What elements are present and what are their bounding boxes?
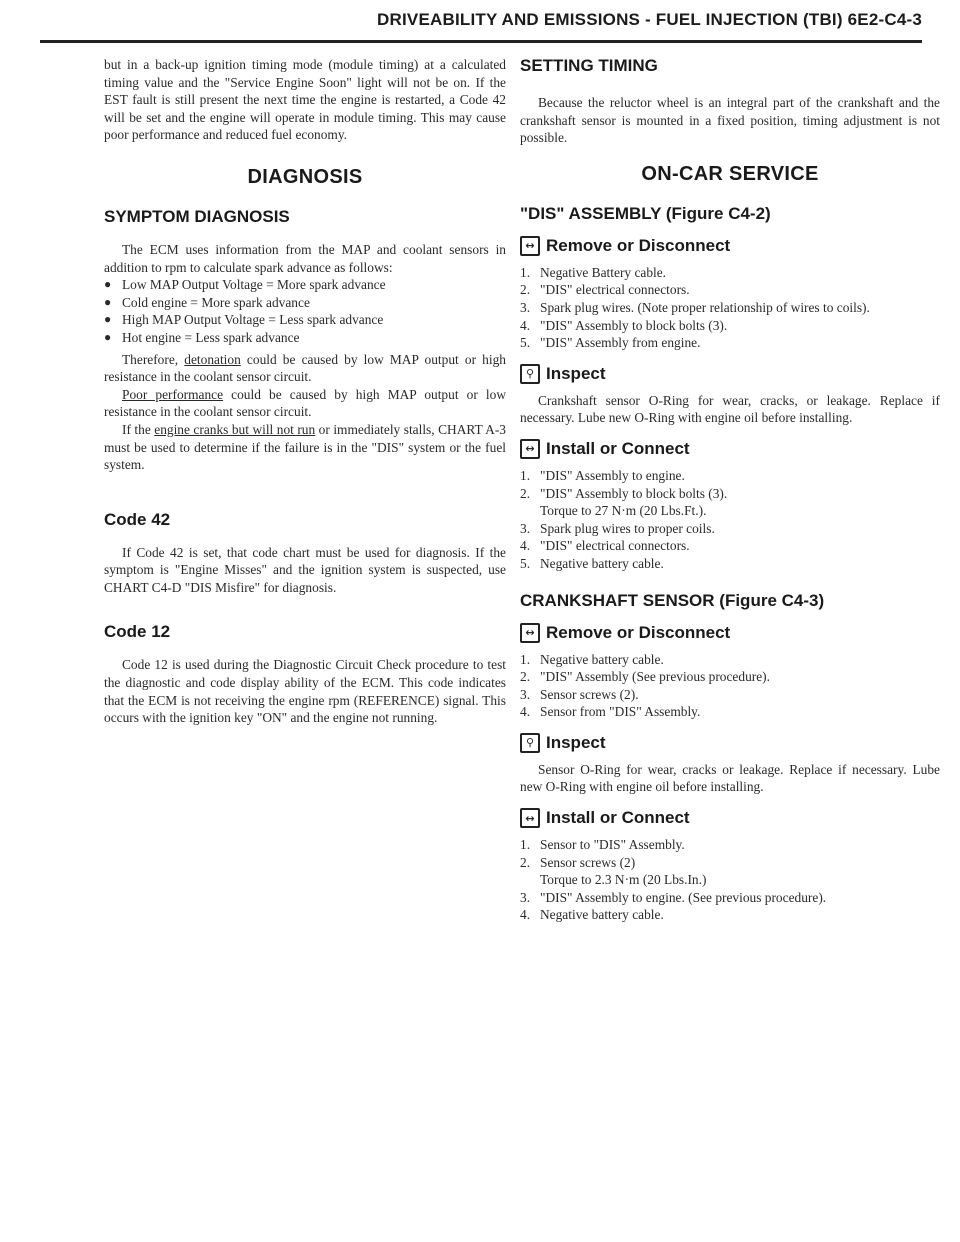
dis-inspect-paragraph: Crankshaft sensor O-Ring for wear, cracks, or leakage. Replace if necessary. Lube new O-Ring with engine oil before installing. (520, 392, 940, 426)
step-item (520, 281, 940, 299)
install-connect-heading: ↔ Install or Connect (520, 808, 940, 828)
step-text: "DIS" Assembly to engine. (See previous procedure). (540, 889, 827, 905)
step-number: 4. (520, 538, 531, 554)
step-number: 2. (520, 282, 531, 298)
step-text: Negative battery cable. (540, 651, 664, 667)
step-number: 4. (520, 704, 531, 720)
step-item (520, 555, 940, 573)
list-item: ● Low MAP Output Voltage = More spark advance (104, 277, 386, 293)
step-item (520, 520, 940, 538)
right-column (520, 56, 940, 924)
poor-performance-paragraph: Poor performance could be caused by high MAP output or low resistance in the coolant sensor circuit. (104, 386, 506, 420)
crank-remove-list (520, 651, 940, 721)
no-start-paragraph: If the engine cranks but will not run or immediately stalls, CHART A-3 must be used to determine if the failure is in the "DIS" system or the fuel system. (104, 421, 506, 473)
step-text: Spark plug wires to proper coils. (540, 520, 715, 536)
setting-timing-heading: SETTING TIMING (520, 56, 658, 75)
step-text: Spark plug wires. (Note proper relationship of wires to coils). (540, 299, 870, 315)
step-text: "DIS" Assembly (See previous procedure). (540, 669, 770, 685)
step-text: "DIS" Assembly from engine. (540, 335, 701, 351)
step-item (520, 668, 940, 686)
step-number: 3. (520, 299, 531, 315)
step-text: Sensor screws (2). (540, 686, 639, 702)
intro-paragraph: but in a back-up ignition timing mode (module timing) at a calculated timing value and the "Service Engine Soon" light will not be on. If the EST fault is still present the next time the engine is restarted, a Code 42 will be set and the engine will operate in module timing. This may cause poor performance and reduced fuel economy. (104, 57, 506, 143)
bullet-icon: ● (104, 312, 112, 327)
step-text: Negative Battery cable. (540, 264, 667, 280)
step-number: 2. (520, 485, 531, 501)
crankshaft-sensor-heading: CRANKSHAFT SENSOR (Figure C4-3) (520, 590, 825, 610)
list-item: ● Cold engine = More spark advance (104, 294, 310, 310)
step-number: 5. (520, 335, 531, 351)
step-text: "DIS" Assembly to block bolts (3). (540, 317, 728, 333)
step-number: 1. (520, 651, 531, 667)
step-number: 2. (520, 854, 531, 870)
step-number: 1. (520, 467, 531, 483)
step-text: "DIS" Assembly to block bolts (3). (540, 485, 728, 501)
step-text: Sensor from "DIS" Assembly. (540, 704, 701, 720)
bullet-icon: ● (104, 329, 112, 344)
spark-advance-list (104, 276, 506, 346)
remove-disconnect-heading: ↔ Remove or Disconnect (520, 236, 940, 256)
step-item (520, 836, 940, 854)
step-number: 2. (520, 669, 531, 685)
step-text: Sensor to "DIS" Assembly. (540, 837, 685, 853)
step-text: "DIS" Assembly to engine. (540, 467, 685, 483)
code42-paragraph: If Code 42 is set, that code chart must be used for diagnosis. If the symptom is "Engine Misses" and the ignition system is suspected, use CHART C4-D "DIS Misfire" for diagnosis. (104, 544, 506, 595)
step-item (520, 854, 940, 889)
step-text: "DIS" electrical connectors. (540, 538, 690, 554)
step-item (520, 485, 940, 520)
list-item: ● High MAP Output Voltage = Less spark advance (104, 312, 384, 328)
torque-spec: Torque to 2.3 N·m (20 Lbs.In.) (540, 872, 707, 888)
inspect-heading: ⚲ Inspect (520, 364, 940, 384)
code12-heading: Code 12 (104, 622, 171, 642)
diagnosis-heading: DIAGNOSIS (247, 165, 363, 188)
list-item: ● Hot engine = Less spark advance (104, 329, 300, 345)
step-item (520, 703, 940, 721)
step-item (520, 264, 940, 282)
bullet-icon: ● (104, 277, 112, 292)
step-item (520, 651, 940, 669)
bullet-icon: ● (104, 294, 112, 309)
step-number: 3. (520, 520, 531, 536)
crank-install-list (520, 836, 940, 924)
install-connect-heading: ↔ Install or Connect (520, 439, 940, 459)
dis-install-list (520, 467, 940, 573)
remove-disconnect-heading: ↔ Remove or Disconnect (520, 623, 940, 643)
magnifier-icon: ⚲ (520, 733, 540, 753)
setting-timing-paragraph: Because the reluctor wheel is an integral part of the crankshaft and the crankshaft sensor is mounted in a fixed position, timing adjustment is not possible. (520, 95, 940, 146)
step-text: "DIS" electrical connectors. (540, 282, 690, 298)
step-item (520, 299, 940, 317)
symptom-diagnosis-heading: SYMPTOM DIAGNOSIS (104, 206, 290, 226)
code12-paragraph: Code 12 is used during the Diagnostic Circuit Check procedure to test the diagnostic and code display ability of the ECM. This code indicates that the ECM is not receiving the engine rpm (REFERENCE) signal. This occurs with the ignition key "ON" and the engine not running. (104, 657, 506, 726)
step-number: 5. (520, 555, 531, 571)
step-number: 4. (520, 907, 531, 923)
dis-remove-list (520, 264, 940, 352)
remove-disconnect-icon: ↔ (520, 623, 540, 643)
remove-disconnect-icon: ↔ (520, 236, 540, 256)
step-item (520, 686, 940, 704)
step-number: 1. (520, 264, 531, 280)
page-header (40, 6, 922, 43)
step-text: Sensor screws (2) (540, 854, 636, 870)
step-item (520, 334, 940, 352)
left-column (104, 56, 506, 733)
step-number: 3. (520, 686, 531, 702)
torque-spec: Torque to 27 N·m (20 Lbs.Ft.). (540, 503, 707, 519)
step-number: 3. (520, 889, 531, 905)
step-text: Negative battery cable. (540, 555, 664, 571)
install-connect-icon: ↔ (520, 808, 540, 828)
symptom-paragraph: The ECM uses information from the MAP and coolant sensors in addition to rpm to calculate spark advance as follows: (104, 241, 506, 275)
detonation-paragraph: Therefore, detonation could be caused by low MAP output or high resistance in the coolant sensor circuit. (104, 351, 506, 385)
crank-inspect-paragraph: Sensor O-Ring for wear, cracks or leakage. Replace if necessary. Lube new O-Ring with engine oil before installing. (520, 761, 940, 795)
inspect-heading: ⚲ Inspect (520, 733, 940, 753)
page-title: DRIVEABILITY AND EMISSIONS - FUEL INJECTION (TBI) 6E2-C4-3 (377, 10, 922, 29)
code42-heading: Code 42 (104, 509, 171, 529)
step-item (520, 467, 940, 485)
step-item (520, 906, 940, 924)
step-number: 1. (520, 837, 531, 853)
dis-assembly-heading: "DIS" ASSEMBLY (Figure C4-2) (520, 203, 771, 223)
magnifier-icon: ⚲ (520, 364, 540, 384)
install-connect-icon: ↔ (520, 439, 540, 459)
step-item (520, 537, 940, 555)
step-item (520, 317, 940, 335)
step-number: 4. (520, 317, 531, 333)
step-item (520, 889, 940, 907)
step-text: Negative battery cable. (540, 907, 664, 923)
on-car-service-heading: ON-CAR SERVICE (641, 162, 819, 185)
